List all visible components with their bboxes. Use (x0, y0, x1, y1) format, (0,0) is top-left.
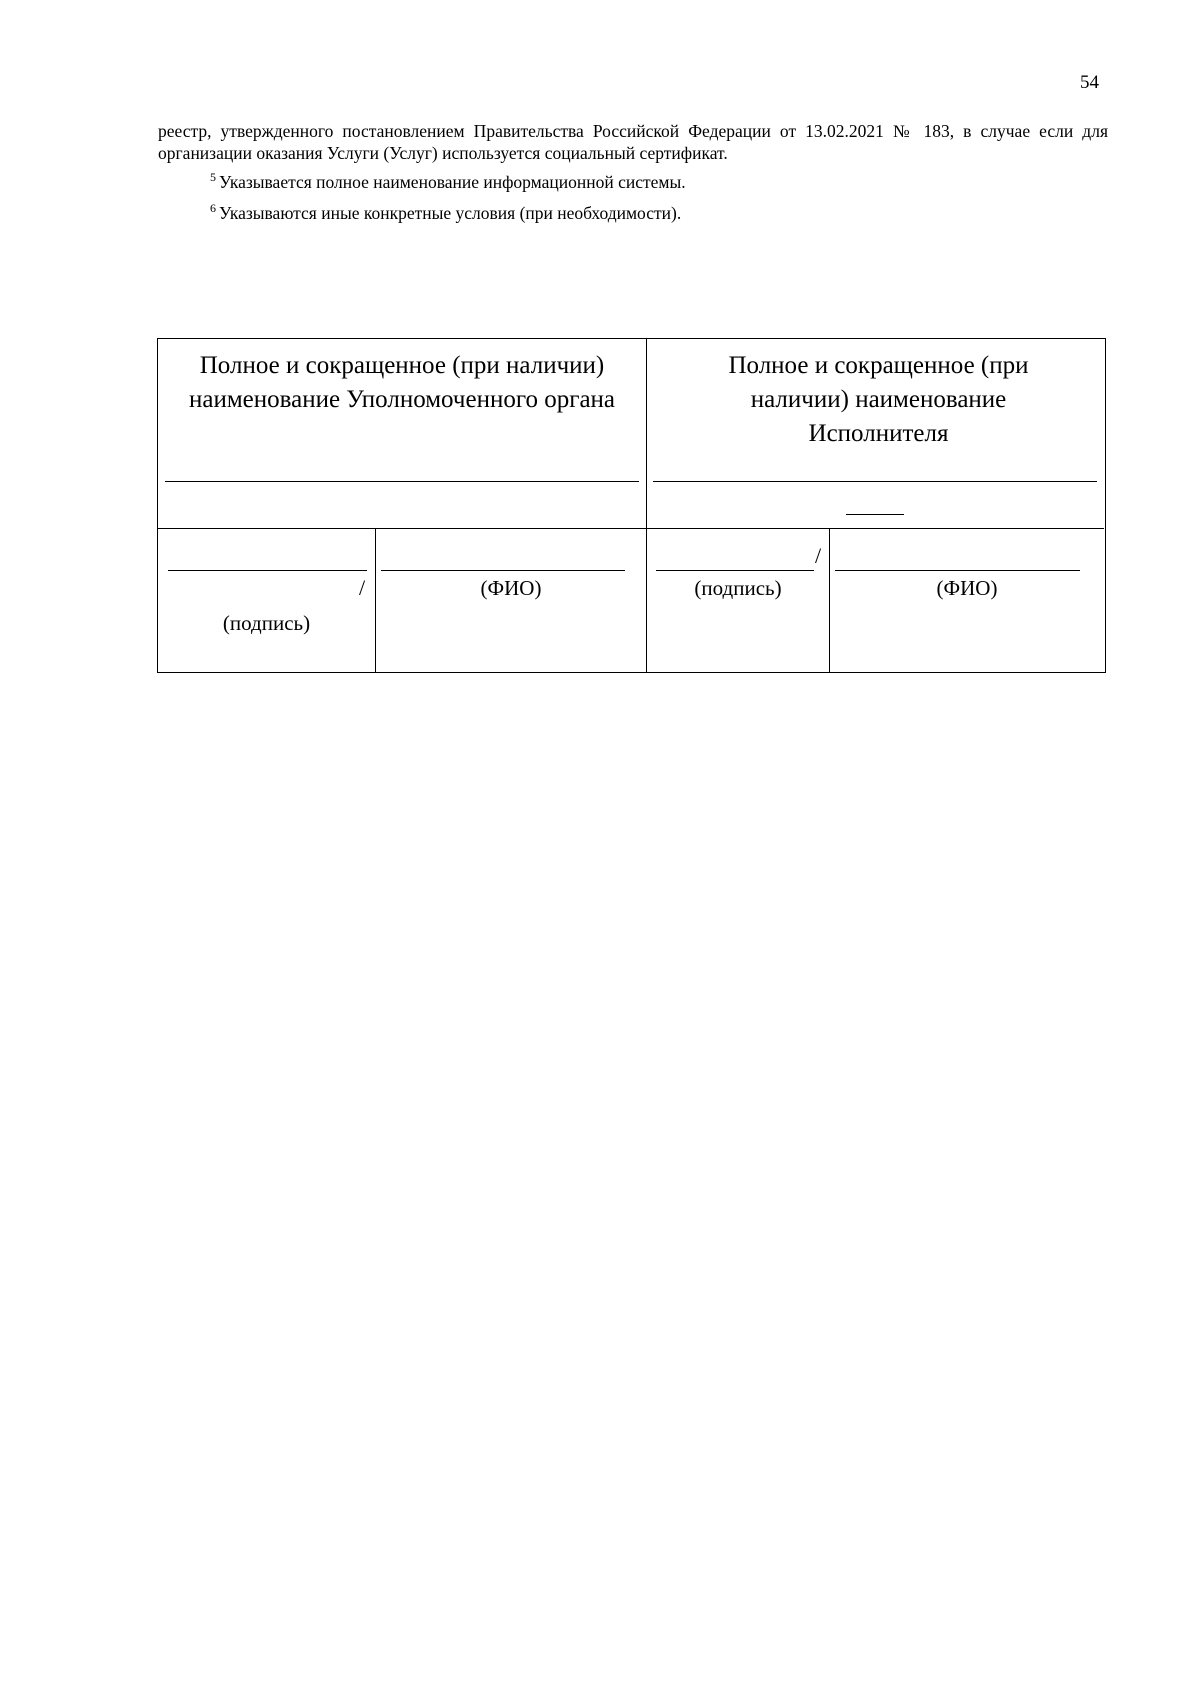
footnote-5 (158, 166, 1108, 193)
table-divider-row (158, 528, 1104, 529)
right-party-heading: Полное и сокращенное (при наличии) наименование Исполнителя (728, 352, 1029, 447)
left-org-name-line[interactable] (165, 481, 639, 482)
right-org-short-line[interactable] (846, 514, 904, 515)
right-signature-line[interactable] (656, 570, 814, 571)
left-name-line[interactable] (381, 570, 625, 571)
left-signature-line[interactable] (168, 570, 367, 571)
left-signature-separator: / (359, 575, 366, 600)
right-name-line[interactable] (835, 570, 1080, 571)
footnote-text: Указываются иные конкретные условия (при необходимости). (219, 203, 682, 223)
footnotes-block (158, 120, 1108, 224)
footnote-marker: 6 (210, 201, 216, 215)
footnote-6 (158, 197, 1108, 224)
footnote-text: Указывается полное наименование информационной системы. (219, 172, 686, 192)
right-signature-label: (подпись) (694, 576, 782, 600)
left-name-label: (ФИО) (480, 576, 542, 600)
page-number: 54 (1080, 72, 1099, 93)
footnote-marker: 5 (210, 170, 216, 184)
right-org-name-line[interactable] (653, 481, 1097, 482)
right-name-label: (ФИО) (936, 576, 998, 600)
right-signature-separator: / (815, 543, 822, 568)
table-divider-center (646, 339, 647, 672)
signature-table (157, 338, 1106, 673)
left-signature-label: (подпись) (222, 611, 311, 635)
left-party-heading: Полное и сокращенное (при наличии) наименование Уполномоченного органа (188, 352, 616, 413)
footnote-continuation: реестр, утвержденного постановлением Правительства Российской Федерации от 13.02.2021 № 183, в случае если для организации оказания Услуги (Услуг) используется социальный сертификат. (158, 121, 1108, 163)
